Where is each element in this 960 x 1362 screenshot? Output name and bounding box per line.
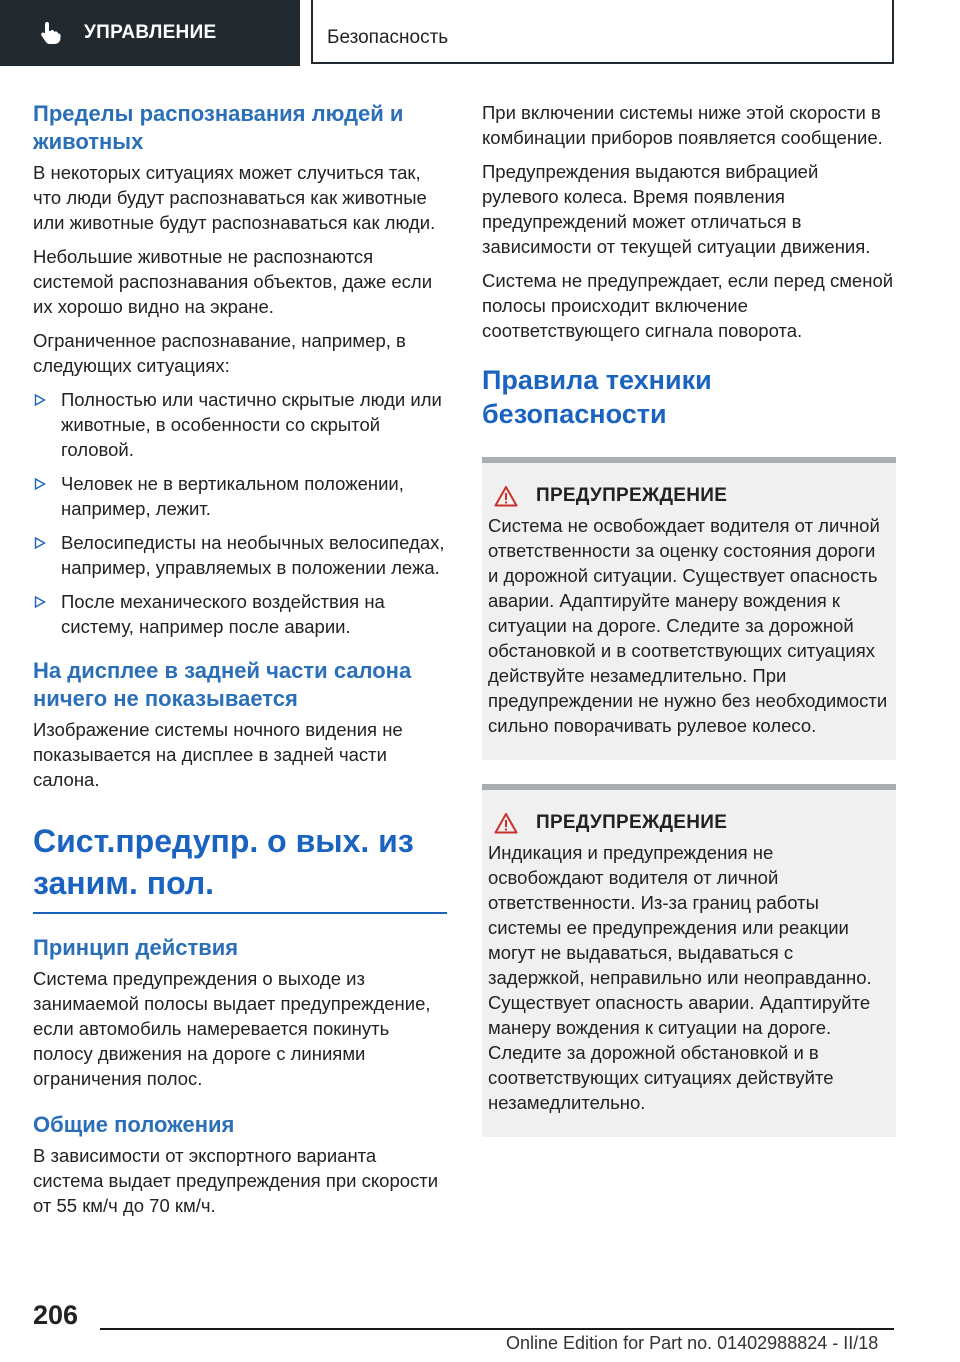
warning-text: Система не освобождает водителя от личной ответственности за оценку состояния дороги и дорожной ситуации. Существует опасность аварии. Адаптируйте манеру вождения к ситуации на дороге. Следите за дорожной обстановкой и в соответствующих ситуациях действуйте незамедлительно. При предупреждении не нужно без необходимости сильно поворачивать рулевое колесо.: [488, 515, 888, 736]
paragraph: Система предупреждения о выходе из занимаемой полосы выдает предупреждение, если автомобиль намеревается покинуть полосу движения на дороге с линиями ограничения полос.: [33, 968, 431, 1089]
heading-general: Общие положения: [33, 1112, 235, 1137]
list-item: [33, 589, 447, 639]
paragraph: При включении системы ниже этой скорости в комбинации приборов появляется сообщение.: [482, 102, 883, 148]
left-column: [33, 100, 447, 1227]
chapter-title: Сист.предупр. о вых. из заним. пол.: [33, 823, 414, 901]
right-column: [482, 100, 896, 1161]
paragraph: В зависимости от экспортного варианта система выдает предупреждения при скорости от 55 км/ч до 70 км/ч.: [33, 1145, 439, 1216]
header-section-title: УПРАВЛЕНИЕ: [84, 22, 217, 43]
paragraph: Система не предупреждает, если перед сменой полосы происходит включение соответствующего сигнала поворота.: [482, 270, 894, 341]
page-number: 206: [33, 1300, 79, 1330]
list-item: [33, 471, 447, 521]
bullet-triangle-icon: [34, 596, 46, 608]
bullet-triangle-icon: [34, 394, 46, 406]
paragraph: Небольшие животные не распознаются системой распознавания объектов, даже если их хорошо видно на экране.: [33, 246, 433, 317]
bullet-triangle-icon: [34, 478, 46, 490]
paragraph: В некоторых ситуациях может случиться так, что люди будут распознаваться как животные или животные будут распознаваться как люди.: [33, 162, 436, 233]
heading-rear-display: На дисплее в задней части салона ничего не показывается: [33, 658, 412, 711]
heading-safety-rules: Правила техники безопасности: [482, 365, 712, 429]
list-item: [33, 530, 447, 580]
list-item-text: Человек не в вертикальном положении, например, лежит.: [61, 473, 404, 519]
heading-recognition-limits: Пределы распознавания людей и животных: [33, 101, 404, 154]
header-subsection-title: Безопасность: [327, 27, 449, 48]
list-item-text: Полностью или частично скрытые люди или животные, в особенности со скрытой головой.: [61, 389, 442, 460]
list-item-text: После механического воздействия на систему, например после аварии.: [61, 591, 385, 637]
warning-box: [482, 457, 896, 760]
paragraph: Изображение системы ночного видения не показывается на дисплее в задней части салона.: [33, 719, 403, 790]
list-item: [33, 387, 447, 462]
warning-text: Индикация и предупреждения не освобождают водителя от личной ответственности. Из-за границ работы системы ее предупреждения или реакции могут не выдаваться, выдаваться с задержкой, неправильно или неоправданно. Существует опасность аварии. Адаптируйте манеру вождения к ситуации на дороге. Следите за дорожной обстановкой и в соответствующих ситуациях действуйте незамедлительно.: [488, 842, 872, 1113]
limitations-list: [33, 387, 447, 639]
paragraph: Предупреждения выдаются вибрацией рулевого колеса. Время появления предупреждений может отличаться в зависимости от текущей ситуации движения.: [482, 161, 871, 257]
warning-triangle-icon: [494, 812, 518, 834]
chapter-divider: [33, 912, 447, 914]
warning-title: ПРЕДУПРЕЖДЕНИЕ: [536, 485, 728, 506]
warning-triangle-icon: [494, 485, 518, 507]
heading-principle: Принцип действия: [33, 935, 239, 960]
list-item-text: Велосипедисты на необычных велосипедах, например, управляемых в положении лежа.: [61, 532, 445, 578]
warning-title: ПРЕДУПРЕЖДЕНИЕ: [536, 812, 728, 833]
paragraph: Ограниченное распознавание, например, в следующих ситуациях:: [33, 330, 406, 376]
hand-pointer-icon: [40, 21, 62, 50]
footer-edition: Online Edition for Part no. 01402988824 - II/18: [506, 1333, 879, 1353]
warning-box: [482, 784, 896, 1137]
header-section-tab: [0, 0, 300, 66]
footer-divider: [100, 1328, 894, 1330]
bullet-triangle-icon: [34, 537, 46, 549]
header-subsection-box: [311, 0, 894, 64]
